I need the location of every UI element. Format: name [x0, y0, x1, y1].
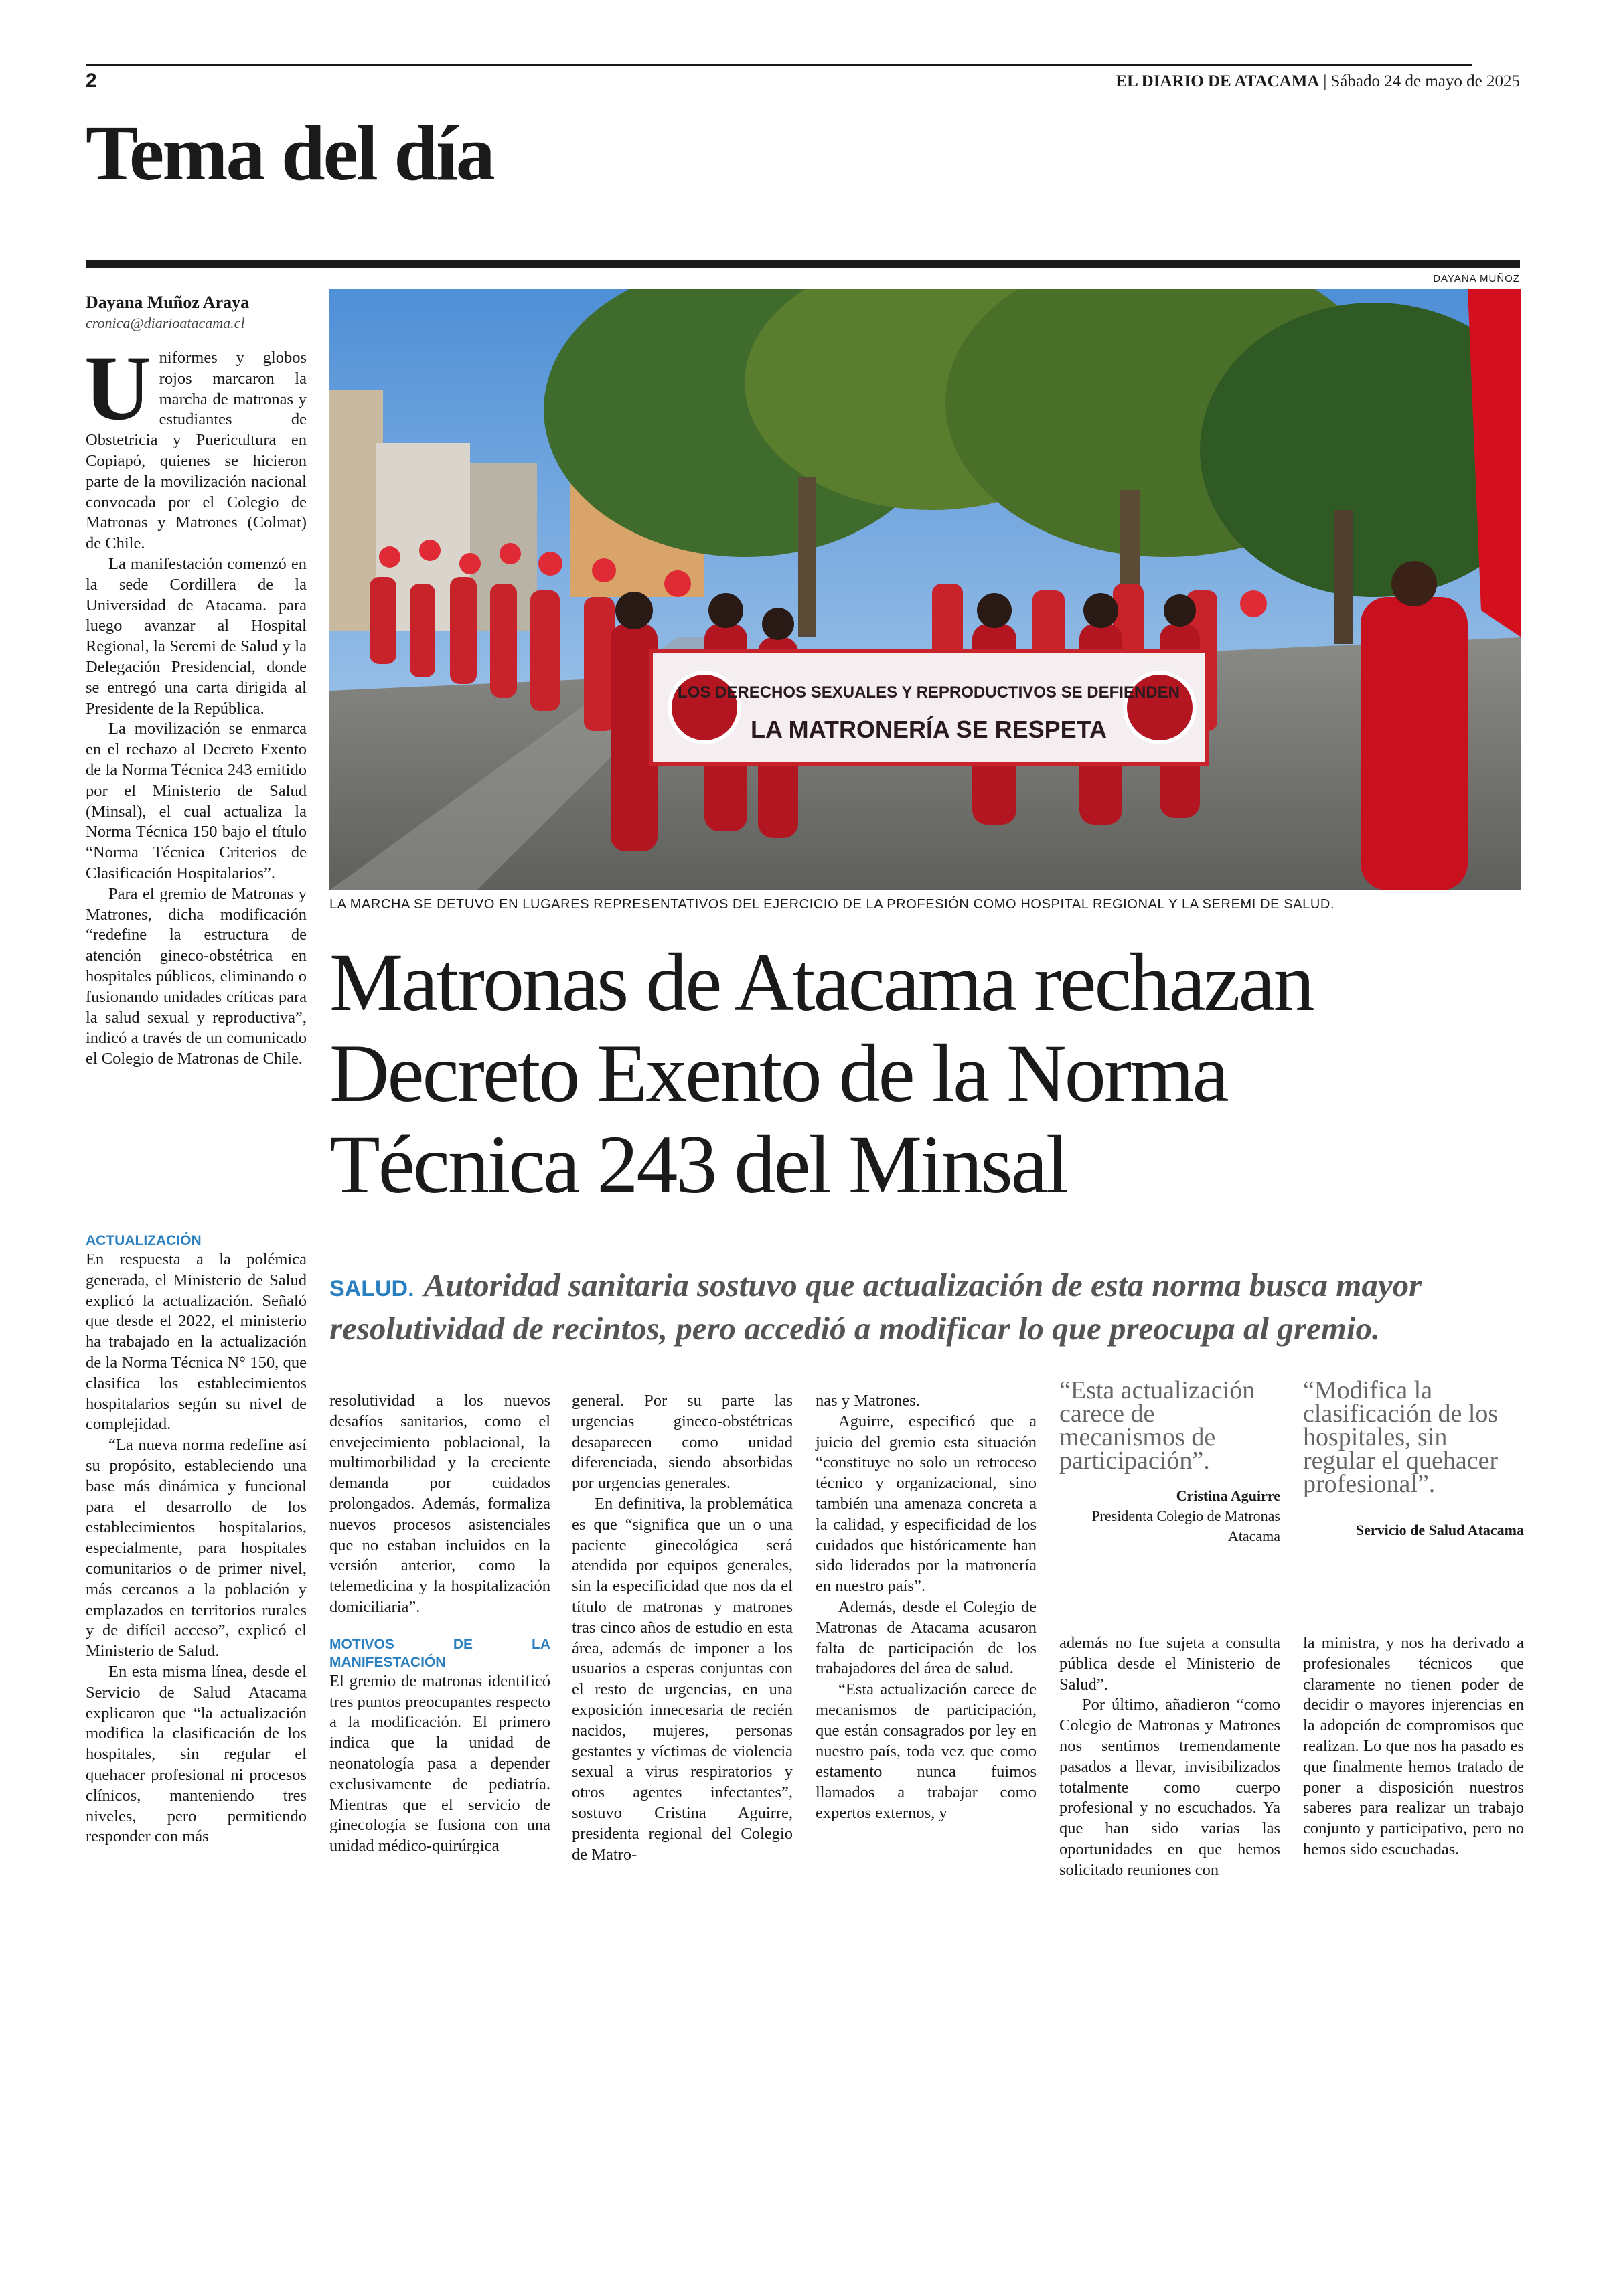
pull-quote-attribution	[1059, 1486, 1280, 1546]
column-5	[1059, 1633, 1280, 1881]
paragraph: la ministra, y nos ha derivado a profesionales técnicos que claramente no tienen poder de decidir o mayores injerencias en la adopción de compromisos que realizan. Lo que nos ha pasado es que finalmente hemos tratado de poner a disposición nuestros saberes para realizar un trabajo conjunto y participativo, pero no hemos sido escuchadas.	[1303, 1634, 1524, 1858]
subhead-motivos: MOTIVOS DE LA MANIFESTACIÓN	[329, 1636, 550, 1670]
section-title: Tema del día	[86, 109, 493, 197]
headline	[329, 937, 1521, 1210]
column-1	[86, 292, 307, 1070]
headline-line-1: Matronas de Atacama rechazan	[329, 936, 1313, 1028]
headline-line-3: Técnica 243 del Minsal	[329, 1119, 1067, 1210]
paragraph: “Esta actualización carece de mecanismos de participación, que están consagrados por ley en nuestro país, toda vez que como estamento nunca fuimos llamados a trabajar como expertos externos, y	[816, 1680, 1037, 1822]
paragraph	[84, 337, 307, 554]
newspaper-name: EL DIARIO DE ATACAMA	[1116, 72, 1320, 90]
paragraph: “La nueva norma redefine así su propósito, estableciendo una base más dinámica y funcional para el desarrollo de los establecimientos hospitalarios, especialmente, para hospitales comunitarios o de primer nivel, más cercanos a la población y emplazados en territorios rurales y de difícil acceso”, explicó el Ministerio de Salud.	[86, 1436, 307, 1661]
top-rule	[86, 64, 1472, 66]
byline-email: cronica@diarioatacama.cl	[86, 315, 245, 331]
paragraph: La movilización se enmarca en el rechazo al Decreto Exento de la Norma Técnica 243 emitido por el Ministerio de Salud (Minsal), el cual actualiza la Norma Técnica 150 bajo el título “Norma Técnica Criterios de Clasificación Hospitalarios”.	[86, 720, 307, 882]
paragraph: Además, desde el Colegio de Matronas de Atacama acusaron falta de participación de los trabajadores del área de salud.	[816, 1597, 1037, 1678]
photo-caption: LA MARCHA SE DETUVO EN LUGARES REPRESENTATIVOS DEL EJERCICIO DE LA PROFESIÓN COMO HOSPITAL REGIONAL Y LA SEREMI DE SALUD.	[329, 897, 1335, 912]
column-3	[572, 1391, 793, 1865]
paragraph: Por último, añadieron “como Colegio de Matronas y Matrones nos sentimos tremendamente pasados a llevar, invisibilizados totalmente como cuerpo profesional y no escuchados. Ya que han sido varias las oportunidades en que hemos solicitado reuniones con	[1059, 1696, 1280, 1879]
page-number: 2	[86, 70, 97, 92]
paragraph: Aguirre, especificó que a juicio del gremio esta situación “constituye no solo un retroceso técnico y organizacional, sino también una amenaza concreta a la calidad, y especificidad de los cuidados que históricamente han sido liderados por la matronería en nuestro país”.	[816, 1412, 1037, 1596]
pull-quote-text: “Esta actualización carece de mecanismos de participación”.	[1059, 1376, 1255, 1475]
subhead-actualizacion: ACTUALIZACIÓN	[86, 1233, 202, 1248]
headline-line-2: Decreto Exento de la Norma	[329, 1028, 1227, 1119]
quote-author-role: Presidenta Colegio de Matronas Atacama	[1091, 1507, 1280, 1544]
column-4	[816, 1391, 1037, 1824]
paragraph: La manifestación comenzó en la sede Cordillera de la Universidad de Atacama. para luego avanzar al Hospital Regional, la Seremi de Salud y la Delegación Presidencial, donde se entregó una carta dirigida al Presidente de la República.	[86, 554, 307, 718]
article-deck	[329, 1265, 1521, 1349]
masthead-separator: |	[1323, 72, 1327, 90]
paragraph: además no fue sujeta a consulta pública desde el Ministerio de Salud”.	[1059, 1634, 1280, 1694]
pull-quote-attribution	[1303, 1520, 1524, 1540]
column-2	[329, 1391, 550, 1857]
column-1-continued	[86, 1232, 307, 1848]
column-6	[1303, 1633, 1524, 1860]
drop-cap: U	[84, 337, 151, 439]
masthead	[1116, 72, 1520, 91]
kicker: SALUD.	[329, 1276, 414, 1301]
paragraph: En definitiva, la problemática es que “significa que un o una paciente ginecológica será atendida por equipos generales, sin la especificidad que nos da el título de matronas y matrones tras cinco años de estudio en esta área, además de imponer a los usuarios a esperas conjuntas con el resto de urgencias, en una exposición innecesaria de recién nacidos, mujeres, personas gestantes y víctimas de violencia sexual a virus respiratorios y otros agentes infectantes”, sostuvo Cristina Aguirre, presidenta regional del Colegio de Matro-	[572, 1494, 793, 1864]
paragraph: nas y Matrones.	[816, 1392, 920, 1410]
byline-name: Dayana Muñoz Araya	[86, 293, 250, 312]
quote-author-name: Servicio de Salud Atacama	[1355, 1522, 1524, 1538]
paragraph: resolutividad a los nuevos desafíos sanitarios, como el envejecimiento poblacional, la multimorbilidad y la creciente demanda por cuidados prolongados. Además, formaliza nuevos procesos asistenciales que no estaban incluidos en la versión anterior, como la telemedicina y la hospitalización domiciliaria”.	[329, 1392, 550, 1616]
article-photo	[329, 289, 1521, 890]
issue-date: Sábado 24 de mayo de 2025	[1330, 72, 1520, 90]
pull-quote-servicio	[1303, 1376, 1524, 1540]
banner-bottom-text: LA MATRONERÍA SE RESPETA	[750, 716, 1107, 743]
paragraph: Para el gremio de Matronas y Matrones, dicha modificación “redefine la estructura de atención gineco-obstétrica en hospitales públicos, eliminando o fusionando unidades críticas para la salud sexual y reproductiva”, indicó a través de un comunicado el Colegio de Matronas de Chile.	[86, 884, 307, 1068]
paragraph: En respuesta a la polémica generada, el Ministerio de Salud explicó la actualización. Señaló que desde el 2022, el ministerio ha trabajado en la actualización de la Norma Técnica N° 150, que clasifica los establecimientos hospitalarios según su nivel de complejidad.	[86, 1250, 307, 1434]
paragraph: general. Por su parte las urgencias gineco-obstétricas desaparecen como unidad diferenciada, siendo absorbidas por urgencias generales.	[572, 1392, 793, 1493]
quote-author-name: Cristina Aguirre	[1176, 1487, 1280, 1504]
pull-quote-text: “Modifica la clasificación de los hospitales, sin regular el quehacer profesional”.	[1303, 1376, 1499, 1498]
banner-top-text: LOS DERECHOS SEXUALES Y REPRODUCTIVOS SE DEFIENDEN	[678, 683, 1180, 702]
photo-credit: DAYANA MUÑOZ	[1433, 273, 1520, 284]
paragraph-text: niformes y globos rojos marcaron la marcha de matronas y estudiantes de Obstetricia y Puericultura en Copiapó, quienes se hicieron parte de la movilización nacional convocada por el Colegio de Matronas y Matrones (Colmat) de Chile.	[86, 349, 307, 553]
march-photo-illustration	[329, 289, 1521, 890]
paragraph: El gremio de matronas identificó tres puntos preocupantes respecto a la modificación. El primero indica que la unidad de neonatología pasa a depender exclusivamente de pediatría. Mientras que el servicio de ginecología se fusiona con una unidad médico-quirúrgica	[329, 1671, 550, 1856]
deck-text: Autoridad sanitaria sostuvo que actualización de esta norma busca mayor resolutividad de recintos, pero accedió a modificar lo que preocupa al gremio.	[329, 1266, 1422, 1347]
paragraph: En esta misma línea, desde el Servicio de Salud Atacama explicaron que “la actualización modifica la clasificación de los hospitales, sin regular el quehacer profesional ni procesos clínicos, manteniendo tres niveles, pero permitiendo responder con más	[86, 1662, 307, 1846]
section-rule	[86, 260, 1520, 268]
pull-quote-aguirre	[1059, 1376, 1280, 1546]
